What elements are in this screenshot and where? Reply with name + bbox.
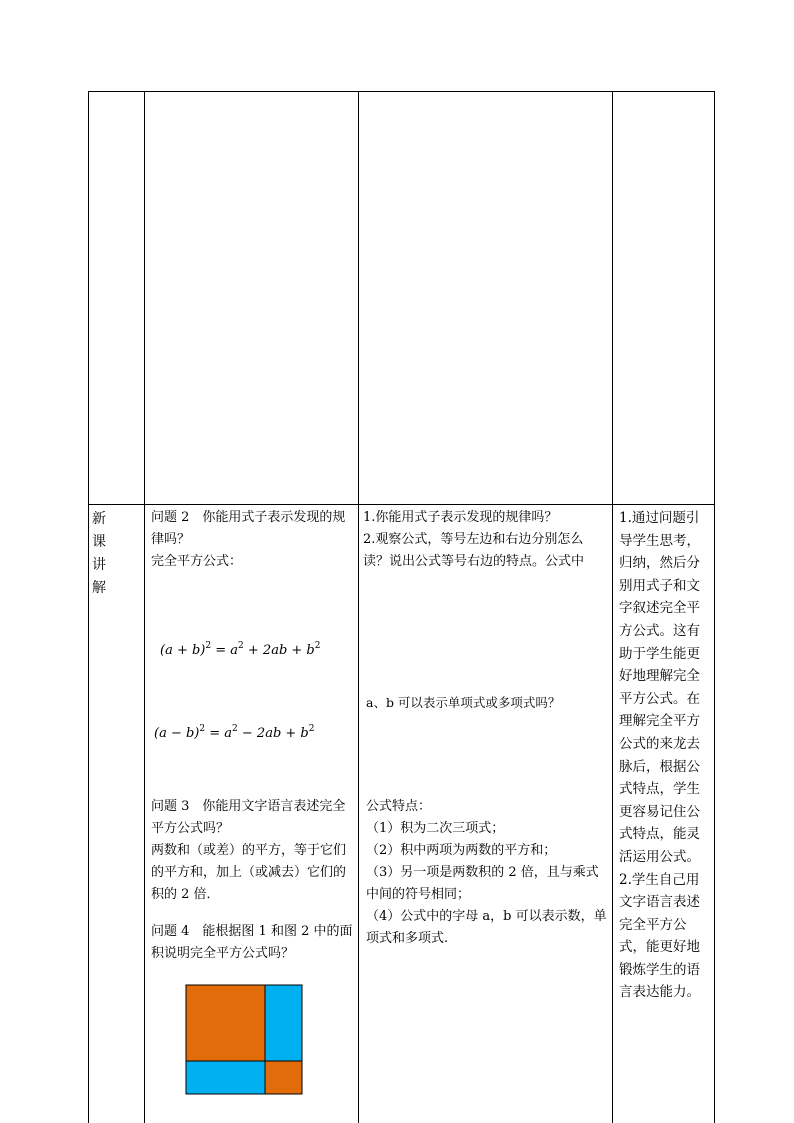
activities — [363, 507, 608, 573]
design-intent-text: 1.通过问题引导学生思考，归纳，然后分别用式子和文字叙述完全平方公式。这有助于学生能更好地理解完全平方公式。在理解完全平方公式的来龙去脉后，根据公式特点，学生更容易记住公式特点，能灵活运用公式。2.学生自己用文字语言表述完全平方公式，能更好地锻炼学生的语言表达能力。 — [619, 510, 700, 1001]
formula-difference-square: $(a - b)^2 = a^2 - 2ab + b^2$ — [154, 724, 315, 741]
col-divider-3 — [612, 91, 613, 1123]
feature-item: （3）另一项是两数积的 2 倍，且与乘式中间的符号相同； — [366, 865, 599, 902]
activity-2: 2.观察公式，等号左边和右边分别怎么读？说出公式等号右边的特点。公式中 — [363, 532, 585, 569]
row-divider — [88, 504, 715, 505]
activity-1: 1.你能用式子表示发现的规律吗？ — [363, 510, 558, 525]
feature-item: （4）公式中的字母 a，b 可以表示数，单项式和多项式. — [366, 909, 607, 946]
design-intent — [619, 507, 711, 1004]
table-right-border — [714, 91, 715, 1123]
question-4: 问题 4 能根据图 1 和图 2 中的面积说明完全平方公式吗？ — [151, 924, 353, 961]
section-label-char: 解 — [92, 580, 106, 596]
section-label-char: 新 — [92, 511, 106, 527]
col-divider-1 — [144, 91, 145, 1123]
col-divider-2 — [358, 91, 359, 1123]
section-label — [92, 508, 132, 600]
feature-item: （2）积中两项为两数的平方和； — [366, 843, 557, 858]
feature-item: （1）积为二次三项式； — [366, 821, 505, 836]
formula-features — [366, 796, 608, 950]
table-top-border — [88, 91, 715, 92]
question-4-block — [151, 921, 355, 965]
table-left-border — [88, 91, 89, 1123]
question-3-answer: 两数和（或差）的平方，等于它们的平方和，加上（或减去）它们的积的 2 倍． — [151, 843, 347, 902]
features-title: 公式特点： — [366, 799, 432, 814]
formula-sum-square: $(a + b)^2 = a^2 + 2ab + b^2$ — [160, 641, 321, 658]
activity-question-ab: a、b 可以表示单项式或多项式吗？ — [366, 695, 561, 710]
rect-ab-right — [265, 985, 302, 1061]
question-3: 问题 3 你能用文字语言表述完全平方公式吗？ — [151, 799, 346, 836]
teaching-content — [151, 507, 355, 573]
section-label-char: 课 — [92, 534, 106, 550]
rect-ab-bottom — [186, 1061, 265, 1094]
area-figure — [185, 984, 305, 1096]
section-label-char: 讲 — [92, 557, 106, 573]
question-3-block — [151, 796, 355, 906]
square-b — [265, 1061, 302, 1094]
square-a — [186, 985, 265, 1061]
formula-label: 完全平方公式： — [151, 554, 243, 569]
question-2: 问题 2 你能用式子表示发现的规律吗？ — [151, 510, 346, 547]
